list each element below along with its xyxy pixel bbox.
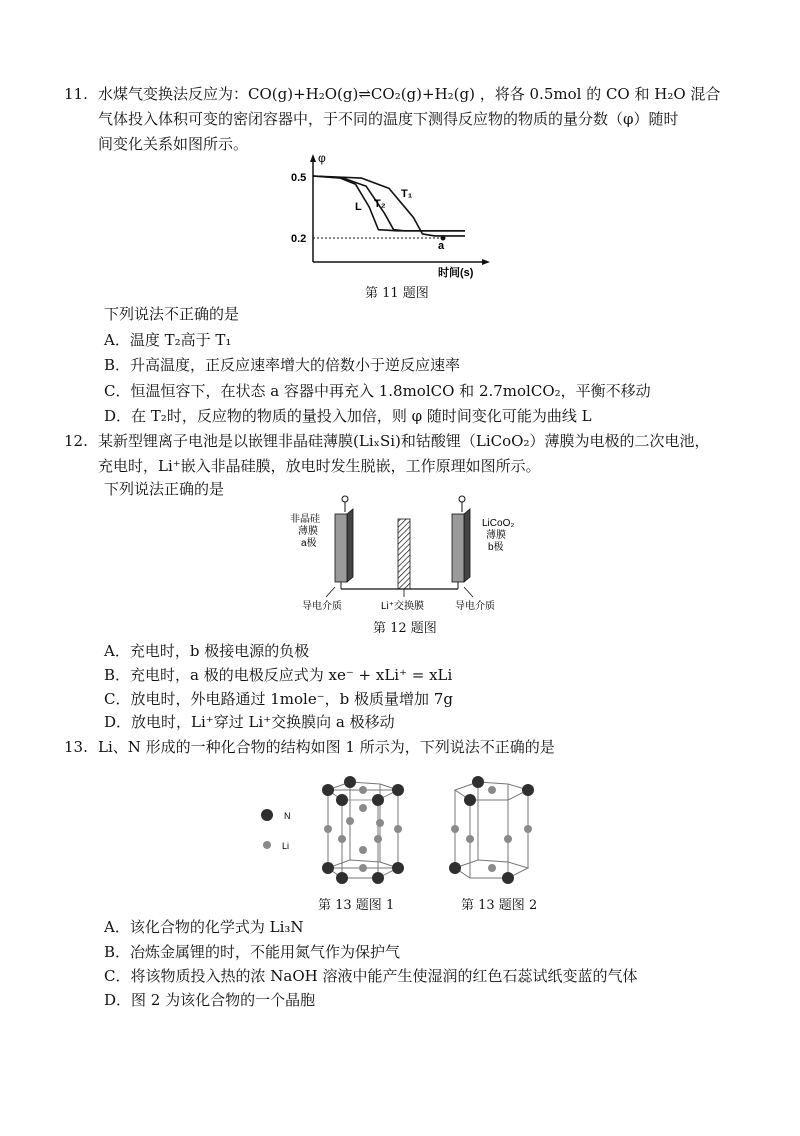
a-label-line1: 非晶硅 bbox=[290, 514, 320, 525]
q13-option-c: C．将该物质投入热的浓 NaOH 溶液中能产生使湿润的红色石蕊试纸变蓝的气体 bbox=[104, 967, 638, 985]
a-label-line2: 薄膜 bbox=[298, 526, 318, 537]
q12-option-d: D．放电时，Li⁺穿过 Li⁺交换膜向 a 极移动 bbox=[104, 713, 395, 731]
q13-figure bbox=[250, 768, 550, 893]
q13-option-b: B．冶炼金属锂的时，不能用氮气作为保护气 bbox=[104, 943, 401, 961]
q12-option-c: C．放电时，外电路通过 1mole⁻，b 极质量增加 7g bbox=[104, 690, 453, 708]
label-bottom-mid: Li⁺交换膜 bbox=[381, 601, 425, 612]
q11-option-d: D．在 T₂时，反应物的物质的量投入加倍，则 φ 随时间变化可能为曲线 L bbox=[104, 407, 592, 425]
y-axis-label: φ bbox=[318, 151, 326, 165]
q12-stem-line1: 某新型锂离子电池是以嵌锂非晶硅薄膜(LiₓSi)和钴酸锂（LiCoO₂）薄膜为电极的二次电池， bbox=[98, 432, 710, 450]
b-label-line2: 薄膜 bbox=[486, 530, 506, 541]
terminal-a bbox=[342, 496, 348, 502]
q11-chart bbox=[280, 150, 510, 280]
terminal-b bbox=[459, 496, 465, 502]
q12-number: 12. bbox=[64, 432, 88, 450]
q11-option-a: A．温度 T₂高于 T₁ bbox=[104, 331, 232, 349]
a-label-line3: a极 bbox=[301, 538, 317, 549]
q11-option-c: C．恒温恒容下，在状态 a 容器中再充入 1.8molCO 和 2.7molCO₂，平衡不移动 bbox=[104, 382, 651, 400]
legend-li-label: Li bbox=[282, 841, 290, 851]
ytick-0.2: 0.2 bbox=[291, 233, 307, 245]
legend-n-marker bbox=[261, 809, 273, 821]
q11-stem-line1: 水煤气变换法反应为：CO(g)+H₂O(g)⇌CO₂(g)+H₂(g) ，将各 0.5mol 的 CO 和 H₂O 混合 bbox=[98, 85, 721, 103]
legend-li-marker bbox=[263, 841, 271, 849]
x-axis-label: 时间(s) bbox=[438, 267, 474, 279]
electrode-a bbox=[335, 514, 347, 582]
q12-caption: 第 12 题图 bbox=[373, 621, 437, 636]
series-line-2 bbox=[313, 176, 465, 236]
li-atoms-fig1 bbox=[324, 786, 402, 872]
q13-caption2: 第 13 题图 2 bbox=[461, 898, 538, 913]
q11-stem-line3: 间变化关系如图所示。 bbox=[98, 135, 249, 153]
series-label-l: L bbox=[355, 201, 362, 213]
q12-option-a: A．充电时，b 极接电源的负极 bbox=[104, 642, 310, 660]
series-label-t1: T₁ bbox=[401, 188, 413, 200]
q11-caption: 第 11 题图 bbox=[365, 286, 429, 301]
q11-option-b: B．升高温度，正反应速率增大的倍数小于逆反应速率 bbox=[104, 356, 461, 374]
q12-prompt: 下列说法正确的是 bbox=[104, 480, 225, 498]
ytick-0.5: 0.5 bbox=[291, 172, 307, 184]
q13-number: 13. bbox=[64, 738, 88, 756]
q12-figure bbox=[280, 492, 520, 617]
q13-option-a: A．该化合物的化学式为 Li₃N bbox=[104, 918, 304, 936]
q12-option-b: B．充电时，a 极的电极反应式为 xe⁻ + xLi⁺ = xLi bbox=[104, 666, 453, 684]
li-exchange-membrane bbox=[398, 519, 410, 589]
b-label-line3: b极 bbox=[488, 542, 504, 553]
q11-number: 11. bbox=[64, 85, 88, 103]
x-axis-arrow bbox=[482, 259, 490, 265]
q13-option-d: D．图 2 为该化合物的一个晶胞 bbox=[104, 991, 316, 1009]
electrode-b-side bbox=[464, 509, 470, 582]
b-label-line1: LiCoO₂ bbox=[482, 518, 515, 529]
label-bottom-left: 导电介质 bbox=[302, 601, 342, 612]
li-atoms-fig2 bbox=[451, 786, 532, 872]
q11-prompt: 下列说法不正确的是 bbox=[104, 305, 240, 323]
y-axis-arrow bbox=[310, 154, 316, 162]
q11-stem-line2: 气体投入体积可变的密闭容器中，于不同的温度下测得反应物的物质的量分数（φ）随时 bbox=[98, 110, 679, 128]
legend-n-label: N bbox=[284, 811, 291, 821]
electrode-b bbox=[452, 514, 464, 582]
series-line-1 bbox=[313, 176, 465, 231]
label-bottom-right: 导电介质 bbox=[455, 601, 495, 612]
q13-stem-line1: Li、N 形成的一种化合物的结构如图 1 所示为，下列说法不正确的是 bbox=[98, 738, 555, 756]
series-label-t2: T₂ bbox=[374, 198, 386, 210]
point-a-label: a bbox=[438, 240, 445, 252]
q12-stem-line2: 充电时，Li⁺嵌入非晶硅膜，放电时发生脱嵌，工作原理如图所示。 bbox=[98, 457, 541, 475]
electrode-a-side bbox=[347, 509, 353, 582]
q13-caption1: 第 13 题图 1 bbox=[318, 898, 395, 913]
